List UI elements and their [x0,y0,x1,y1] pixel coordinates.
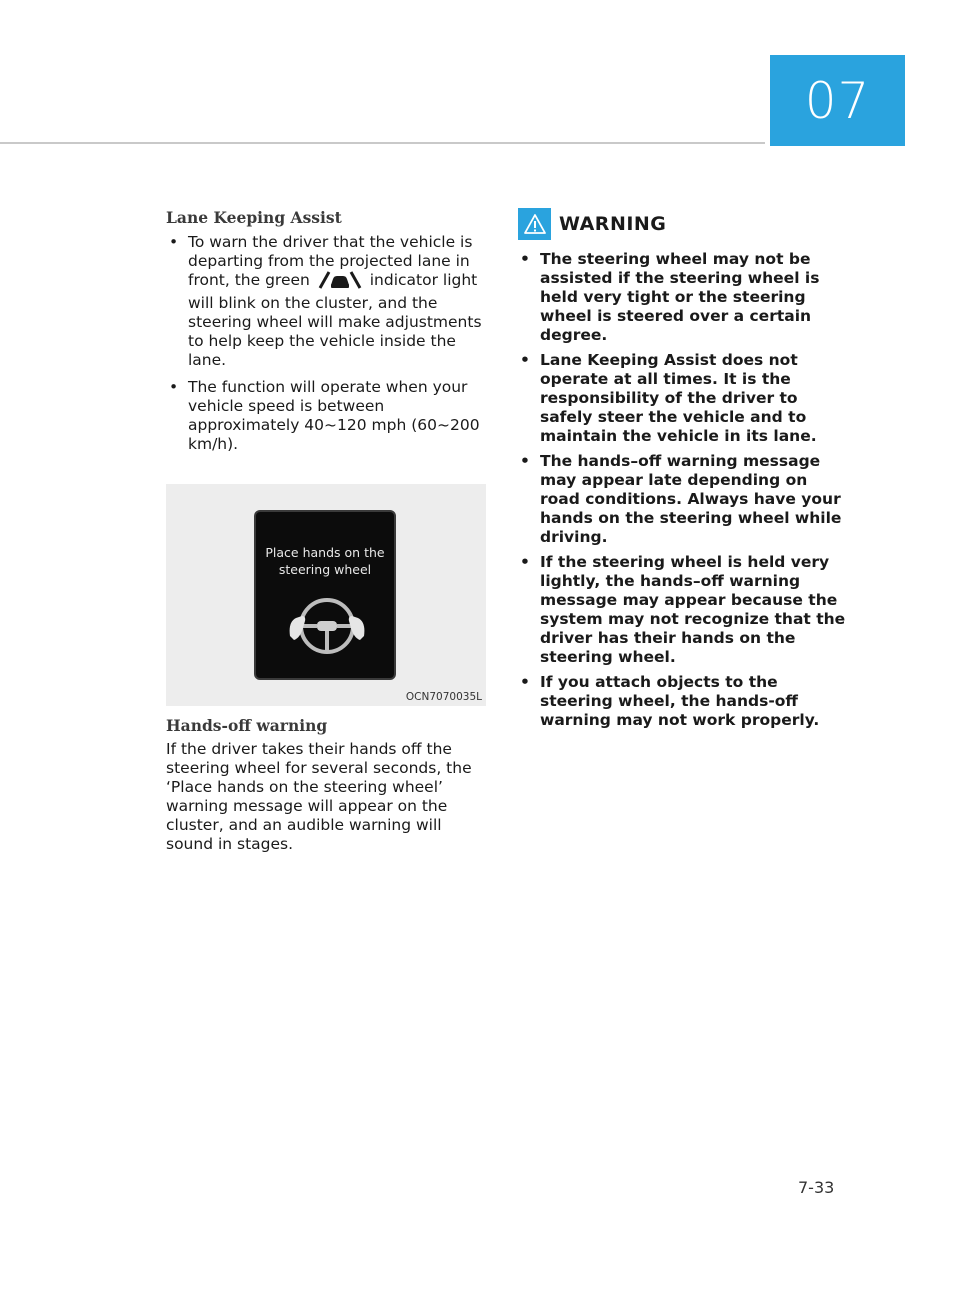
list-item [518,351,848,446]
right-column [518,208,848,736]
chapter-tab: 07 [770,55,905,146]
bullet-dot: • [169,233,179,251]
warning-text: Lane Keeping Assist does not operate at all times. It is the responsibility of the driver to safely steer the vehicle and to maintain the vehicle in its lane. [540,351,817,445]
warning-triangle-icon [518,208,551,240]
lane-keeping-indicator-icon [318,271,362,294]
bullet-text-after: indicator light will blink on the cluster, and the steering wheel will make adjustments to help keep the vehicle inside the lane. [188,271,482,369]
bullet-dot: • [520,250,530,268]
warning-title: WARNING [559,213,667,235]
cluster-figure [166,484,486,706]
list-item [518,673,848,730]
list-item [166,233,486,370]
list-item [166,378,486,454]
bullet-dot: • [520,553,530,571]
figure-code: OCN7070035L [405,691,482,703]
cluster-message: Place hands on the steering wheel [265,545,385,577]
bullet-text-before: To warn the driver that the vehicle is departing from the projected lane in front, the green [188,233,473,289]
left-column [166,208,486,854]
warning-text: The steering wheel may not be assisted if the steering wheel is held very tight or the steering wheel is steered over a certain degree. [540,250,820,344]
bullet-dot: • [169,378,179,396]
page-number: 7-33 [798,1178,835,1197]
warning-header [518,208,848,240]
bullet-text: The function will operate when your vehicle speed is between approximately 40~120 mph (60~200 km/h). [188,378,480,453]
warning-text: The hands–off warning message may appear late depending on road conditions. Always have your hands on the steering wheel while driving. [540,452,842,546]
warning-list [518,250,848,730]
cluster-display [254,510,396,680]
lka-bullet-list [166,233,486,454]
warning-text: If the steering wheel is held very lightly, the hands–off warning message may appear because the system may not recognize that the driver has their hands on the steering wheel. [540,553,846,666]
section-title: Lane Keeping Assist [166,208,342,227]
bullet-dot: • [520,351,530,369]
bullet-dot: • [520,673,530,691]
list-item [518,553,848,667]
hands-off-paragraph: If the driver takes their hands off the steering wheel for several seconds, the ‘Place hands on the steering wheel’ warning message will appear on the cluster, and an audible warning will sound in stages. [166,740,472,853]
list-item [518,452,848,547]
steering-wheel-hands-icon [286,594,368,662]
header-rule [0,142,765,144]
bullet-dot: • [520,452,530,470]
list-item [518,250,848,345]
hands-off-heading: Hands-off warning [166,716,328,735]
warning-text: If you attach objects to the steering wheel, the hands-off warning may not work properly. [540,673,820,729]
